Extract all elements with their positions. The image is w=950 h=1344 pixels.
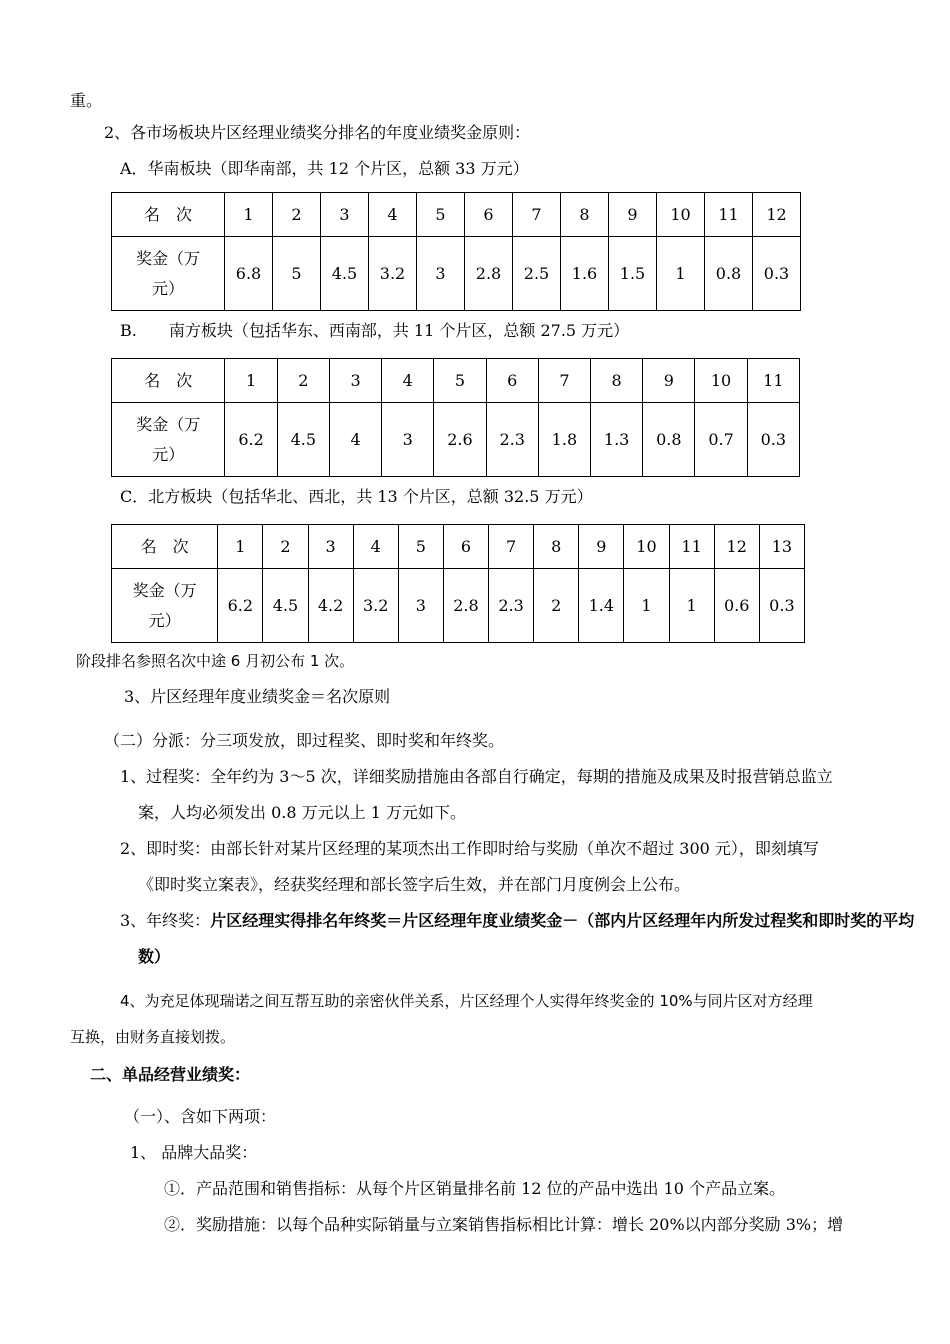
dist-3-prefix: 3、年终奖： — [120, 911, 211, 930]
board-c-title: C．北方板块（包括华北、西北，共 13 个片区，总额 32.5 万元） — [120, 487, 593, 506]
board-a-bonus-row — [112, 237, 801, 311]
bonus-header-line1: 奖金（万 — [136, 414, 201, 434]
board-a-rank-row — [112, 193, 801, 237]
rank-cell: 12 — [714, 525, 759, 569]
dist-4-line1: 4、为充足体现瑞诺之间互帮互助的亲密伙伴关系，片区经理个人实得年终奖金的 10%与同片区对方经理 — [120, 992, 813, 1010]
rank-cell: 5 — [417, 193, 465, 237]
bonus-cell: 3 — [382, 403, 434, 477]
distribution-title: （二）分派：分三项发放，即过程奖、即时奖和年终奖。 — [104, 731, 505, 750]
rank-cell: 11 — [747, 359, 799, 403]
part-2-title: 二、单品经营业绩奖： — [90, 1065, 251, 1084]
rank-cell: 11 — [705, 193, 753, 237]
bonus-cell: 0.7 — [695, 403, 747, 477]
dist-1-line2: 案，人均必须发出 0.8 万元以上 1 万元如下。 — [138, 803, 466, 822]
bonus-cell: 1.5 — [609, 237, 657, 311]
dist-3-formula: 片区经理实得排名年终奖＝片区经理年度业绩奖金－（部内片区经理年内所发过程奖和即时奖的平均 — [210, 911, 915, 930]
board-a-title: A．华南板块（即华南部，共 12 个片区，总额 33 万元） — [120, 159, 529, 178]
part-2-item-1: 1、 品牌大品奖： — [130, 1143, 258, 1162]
dist-3-line2: 数） — [138, 947, 171, 966]
bonus-header — [112, 237, 225, 311]
bonus-cell: 3 — [417, 237, 465, 311]
bonus-cell: 4.5 — [277, 403, 329, 477]
bonus-cell: 0.3 — [753, 237, 801, 311]
bonus-cell: 6.2 — [225, 403, 277, 477]
bonus-cell: 0.6 — [714, 569, 759, 643]
rank-cell: 4 — [353, 525, 398, 569]
board-c-bonus-row — [112, 569, 805, 643]
bonus-cell: 5 — [273, 237, 321, 311]
bonus-header-line1: 奖金（万 — [135, 248, 200, 268]
rank-cell: 1 — [225, 193, 273, 237]
bonus-cell: 1.8 — [538, 403, 590, 477]
part-2-subtitle: （一）、含如下两项： — [124, 1107, 277, 1126]
rank-cell: 9 — [579, 525, 624, 569]
bonus-cell: 4.2 — [308, 569, 353, 643]
section-2-title: 2、各市场板块片区经理业绩奖分排名的年度业绩奖金原则： — [104, 123, 531, 142]
stage-ranking-note: 阶段排名参照名次中途 6 月初公布 1 次。 — [76, 652, 355, 670]
board-c-rank-row — [112, 525, 805, 569]
bonus-cell: 2.5 — [513, 237, 561, 311]
bonus-cell: 0.8 — [643, 403, 695, 477]
bonus-cell: 2.3 — [489, 569, 534, 643]
rank-cell: 6 — [486, 359, 538, 403]
rank-cell: 12 — [753, 193, 801, 237]
bonus-cell: 2 — [534, 569, 579, 643]
dist-3-line1 — [120, 910, 914, 932]
rank-cell: 10 — [657, 193, 705, 237]
bonus-cell: 4.5 — [263, 569, 308, 643]
bonus-header-line2: 元） — [148, 610, 181, 630]
dist-2-line2: 《即时奖立案表》，经获奖经理和部长签字后生效，并在部门月度例会上公布。 — [138, 875, 691, 894]
bonus-cell: 4.5 — [321, 237, 369, 311]
rank-cell: 10 — [695, 359, 747, 403]
rank-header: 名 次 — [112, 193, 225, 237]
rank-header: 名 次 — [112, 359, 225, 403]
board-b-table — [111, 358, 800, 477]
bonus-header — [112, 403, 225, 477]
intro-line: 重。 — [70, 91, 103, 110]
board-c-table — [111, 524, 805, 643]
bonus-header-line1: 奖金（万 — [132, 580, 197, 600]
bonus-cell: 6.8 — [225, 237, 273, 311]
bonus-cell: 1.4 — [579, 569, 624, 643]
board-b-rank-row — [112, 359, 800, 403]
bonus-cell: 1.3 — [591, 403, 643, 477]
bonus-cell: 0.8 — [705, 237, 753, 311]
board-b-title: B. 南方板块（包括华东、西南部，共 11 个片区，总额 27.5 万元） — [120, 321, 630, 340]
board-b-bonus-row — [112, 403, 800, 477]
rank-cell: 9 — [609, 193, 657, 237]
bonus-cell: 2.8 — [443, 569, 488, 643]
rank-cell: 2 — [277, 359, 329, 403]
rank-header: 名 次 — [112, 525, 218, 569]
rank-cell: 8 — [591, 359, 643, 403]
rank-cell: 7 — [513, 193, 561, 237]
rank-cell: 4 — [382, 359, 434, 403]
rank-cell: 1 — [218, 525, 263, 569]
dist-2-line1: 2、即时奖：由部长针对某片区经理的某项杰出工作即时给与奖励（单次不超过 300 元），即刻填写 — [120, 839, 819, 858]
rank-cell: 3 — [329, 359, 381, 403]
part-2-item-1-b: ②．奖励措施：以每个品种实际销量与立案销售指标相比计算：增长 20%以内部分奖励 3%；增 — [164, 1215, 844, 1234]
bonus-cell: 1 — [624, 569, 669, 643]
bonus-cell: 3 — [398, 569, 443, 643]
rank-cell: 8 — [561, 193, 609, 237]
bonus-cell: 1.6 — [561, 237, 609, 311]
rank-cell: 6 — [443, 525, 488, 569]
rank-cell: 6 — [465, 193, 513, 237]
rank-cell: 13 — [759, 525, 804, 569]
rank-cell: 7 — [538, 359, 590, 403]
dist-1-line1: 1、过程奖：全年约为 3～5 次，详细奖励措施由各部自行确定，每期的措施及成果及时报营销总监立 — [120, 767, 833, 786]
rank-cell: 5 — [434, 359, 486, 403]
bonus-header-line2: 元） — [152, 444, 185, 464]
rank-cell: 7 — [489, 525, 534, 569]
rank-cell: 3 — [321, 193, 369, 237]
bonus-cell: 1 — [669, 569, 714, 643]
rank-cell: 10 — [624, 525, 669, 569]
bonus-cell: 3.2 — [369, 237, 417, 311]
bonus-cell: 1 — [657, 237, 705, 311]
bonus-header — [112, 569, 218, 643]
bonus-header-line2: 元） — [151, 278, 184, 298]
part-2-item-1-a: ①．产品范围和销售指标：从每个片区销量排名前 12 位的产品中选出 10 个产品立案。 — [164, 1179, 786, 1198]
rank-cell: 3 — [308, 525, 353, 569]
bonus-cell: 2.3 — [486, 403, 538, 477]
rank-cell: 11 — [669, 525, 714, 569]
rank-cell: 2 — [263, 525, 308, 569]
bonus-cell: 2.6 — [434, 403, 486, 477]
rank-cell: 4 — [369, 193, 417, 237]
bonus-cell: 0.3 — [759, 569, 804, 643]
rank-cell: 8 — [534, 525, 579, 569]
bonus-cell: 2.8 — [465, 237, 513, 311]
bonus-cell: 0.3 — [747, 403, 799, 477]
board-a-table — [111, 192, 801, 311]
bonus-cell: 6.2 — [218, 569, 263, 643]
rank-cell: 5 — [398, 525, 443, 569]
dist-4-line2: 互换，由财务直接划拨。 — [70, 1028, 236, 1046]
rank-cell: 1 — [225, 359, 277, 403]
item-3: 3、片区经理年度业绩奖金＝名次原则 — [124, 687, 391, 706]
rank-cell: 9 — [643, 359, 695, 403]
bonus-cell: 4 — [329, 403, 381, 477]
rank-cell: 2 — [273, 193, 321, 237]
bonus-cell: 3.2 — [353, 569, 398, 643]
